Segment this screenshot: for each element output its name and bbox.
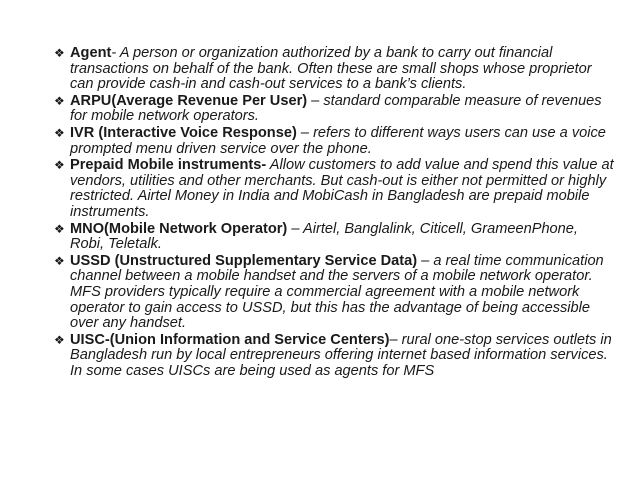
glossary-definition: a real time communication channel between a mobile handset and the servers of a mobile network operator. MFS providers typically require a commercial agreement with a mobile network operator to gain access to USSD, but this has the advantage of being accessible over any handset.	[70, 252, 604, 332]
diamond-bullet-icon: ❖	[54, 221, 65, 236]
glossary-separator: –	[307, 92, 324, 109]
glossary-entry-arpu	[54, 94, 614, 125]
glossary-entry-prepaid-mobile-instruments	[54, 158, 614, 220]
glossary-entry-mno	[54, 222, 614, 253]
glossary-definition: A person or organization authorized by a bank to carry out financial transactions on behalf of the bank. Often these are small shops whose proprietor can provide cash-in and cash-out services to a bank’s clients.	[70, 45, 592, 93]
glossary-entry-uisc	[54, 333, 614, 380]
glossary-term: ARPU(Average Revenue Per User)	[70, 92, 308, 109]
glossary-term: Agent	[70, 45, 112, 61]
glossary-definition: Allow customers to add value and spend this value at vendors, utilities and other merchants. But cash-out is either not permitted or highly restricted. Airtel Money in India and MobiCash in Bangladesh are prepaid mobile instruments.	[70, 157, 614, 220]
glossary-definition: Airtel, Banglalink, Citicell, GrameenPhone, Robi, Teletalk.	[70, 220, 578, 253]
glossary-list	[54, 46, 614, 380]
diamond-bullet-icon: ❖	[54, 125, 65, 140]
glossary-term: UISC-(Union Information and Service Centers)	[70, 331, 390, 348]
glossary-definition: standard comparable measure of revenues for mobile network operators.	[70, 92, 602, 125]
glossary-definition: rural one-stop services outlets in Bangladesh run by local entrepreneurs offering internet based information services. In some cases UISCs are being used as agents for MFS	[70, 331, 612, 379]
diamond-bullet-icon: ❖	[54, 253, 65, 268]
glossary-separator: –	[389, 331, 402, 348]
glossary-term: IVR (Interactive Voice Response)	[70, 124, 297, 141]
diamond-bullet-icon: ❖	[54, 93, 65, 108]
glossary-term: USSD (Unstructured Supplementary Service Data)	[70, 252, 418, 269]
diamond-bullet-icon: ❖	[54, 46, 65, 60]
glossary-separator: –	[417, 252, 434, 269]
glossary-term: Prepaid Mobile instruments-	[70, 157, 267, 174]
glossary-definition: refers to different ways users can use a voice prompted menu driven service over the phone.	[70, 124, 606, 157]
glossary-entry-ivr	[54, 126, 614, 157]
glossary-entry-agent	[54, 46, 614, 93]
glossary-entry-ussd	[54, 254, 614, 332]
glossary-separator: –	[287, 220, 303, 237]
diamond-bullet-icon: ❖	[54, 332, 65, 347]
glossary-separator: –	[296, 124, 314, 141]
glossary-term: MNO(Mobile Network Operator)	[70, 220, 288, 237]
glossary-separator: -	[111, 45, 120, 61]
diamond-bullet-icon: ❖	[54, 158, 65, 173]
